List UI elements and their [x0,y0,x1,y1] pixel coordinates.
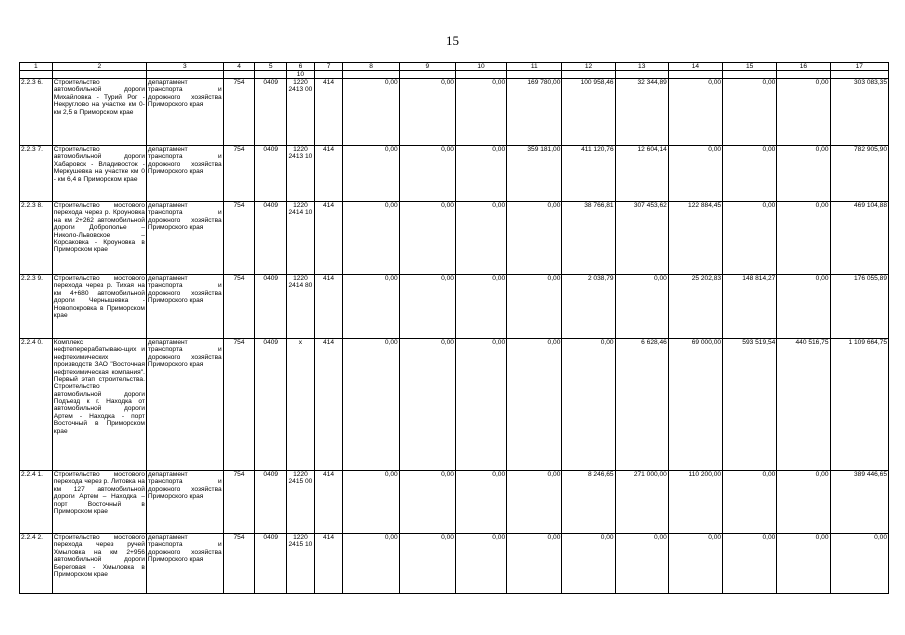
column-header: 5 [255,63,287,71]
object-name: Строительство автомобильной дороги Хабаровск - Владивосток - Меркушевка на участке км 0 - км 6,4 в Приморском крае [52,146,146,202]
value-col15: 0,00 [723,146,777,202]
code-col6: 1220 2414 80 [287,275,315,339]
column-header: 16 [777,63,830,71]
column-header: 8 [343,63,399,71]
column-header: 7 [314,63,343,71]
value-col14: 25 202,83 [668,275,722,339]
value-col9: 0,00 [399,202,455,275]
value-col16: 0,00 [777,534,830,594]
value-col16: 0,00 [777,146,830,202]
value-col17: 0,00 [830,534,888,594]
value-col12: 100 958,46 [562,79,615,146]
code-col6: 1220 2413 10 [287,146,315,202]
code-col4: 754 [223,146,255,202]
value-col11: 359 181,00 [507,146,562,202]
value-col12: 2 038,79 [562,275,615,339]
object-name: Комплекс нефтеперерабатываю-щих и нефтехимических производств ЗАО "Восточная нефтехимическая компания". Первый этап строительства. Строительство автомобильной дороги Подъезд к г. Находка от автомобильной дороги Артем - Находка - порт Восточный в Приморском крае [52,339,146,471]
value-col15: 0,00 [723,471,777,534]
table-body [20,79,889,594]
code-col7: 414 [314,339,343,471]
object-name: Строительство мостового перехода через ручей Хмыловка на км 2+956 автомобильной дороги Береговая - Хмыловка в Приморском крае [52,534,146,594]
value-col11: 0,00 [507,471,562,534]
value-col11: 0,00 [507,339,562,471]
value-col13: 0,00 [615,275,668,339]
value-col13: 6 628,46 [615,339,668,471]
code-col4: 754 [223,202,255,275]
value-col15: 0,00 [723,534,777,594]
table-row [20,339,889,471]
value-col12: 8 246,65 [562,471,615,534]
value-col13: 0,00 [615,534,668,594]
value-col14: 0,00 [668,146,722,202]
value-col12: 0,00 [562,534,615,594]
value-col14: 69 000,00 [668,339,722,471]
value-col13: 32 344,89 [615,79,668,146]
code-col4: 754 [223,471,255,534]
value-col10: 0,00 [455,275,506,339]
value-col11: 0,00 [507,202,562,275]
value-col9: 0,00 [399,534,455,594]
code-col4: 754 [223,275,255,339]
code-col6: 1220 2415 10 [287,534,315,594]
table-row [20,471,889,534]
value-col16: 0,00 [777,471,830,534]
value-col10: 0,00 [455,339,506,471]
code-col7: 414 [314,471,343,534]
value-col8: 0,00 [343,339,399,471]
code-col7: 414 [314,202,343,275]
code-col4: 754 [223,339,255,471]
value-col8: 0,00 [343,202,399,275]
department: департамент транспорта и дорожного хозяйства Приморского края [146,534,223,594]
value-col12: 38 766,81 [562,202,615,275]
value-col17: 176 055,89 [830,275,888,339]
code-col5: 0409 [255,146,287,202]
row-number: 2.2.4 2. [20,534,53,594]
department: департамент транспорта и дорожного хозяйства Приморского края [146,79,223,146]
department: департамент транспорта и дорожного хозяйства Приморского края [146,275,223,339]
row-number: 2.2.3 7. [20,146,53,202]
value-col15: 148 814,27 [723,275,777,339]
code-col5: 0409 [255,534,287,594]
column-header: 10 [455,63,506,71]
column-header: 13 [615,63,668,71]
value-col10: 0,00 [455,146,506,202]
value-col11: 169 780,00 [507,79,562,146]
value-col14: 110 200,00 [668,471,722,534]
value-col11: 0,00 [507,275,562,339]
table-row [20,146,889,202]
department: департамент транспорта и дорожного хозяйства Приморского края [146,146,223,202]
column-header: 9 [399,63,455,71]
column-header: 11 [507,63,562,71]
value-col14: 0,00 [668,534,722,594]
value-col16: 440 516,75 [777,339,830,471]
row-number: 2.2.3 8. [20,202,53,275]
column-header: 12 [562,63,615,71]
value-col10: 0,00 [455,79,506,146]
value-col17: 389 446,65 [830,471,888,534]
code-col7: 414 [314,275,343,339]
value-col9: 0,00 [399,339,455,471]
value-col11: 0,00 [507,534,562,594]
row-number: 2.2.4 0. [20,339,53,471]
sub-header-col6: 10 [287,71,315,79]
value-col15: 593 519,54 [723,339,777,471]
value-col8: 0,00 [343,471,399,534]
code-col5: 0409 [255,339,287,471]
sub-header-row [20,71,889,79]
code-col4: 754 [223,534,255,594]
value-col12: 0,00 [562,339,615,471]
value-col13: 307 453,62 [615,202,668,275]
column-header: 17 [830,63,888,71]
department: департамент транспорта и дорожного хозяйства Приморского края [146,202,223,275]
header-row [20,63,889,71]
value-col10: 0,00 [455,471,506,534]
page-number: 15 [446,33,459,48]
column-header: 6 [287,63,315,71]
value-col8: 0,00 [343,79,399,146]
object-name: Строительство автомобильной дороги Михайловка - Турий Рог - Некруглово на участке км 0- км 2,5 в Приморском крае [52,79,146,146]
code-col5: 0409 [255,202,287,275]
row-number: 2.2.3 6. [20,79,53,146]
object-name: Строительство мостового перехода через р. Литовка на км 127 автомобильной дороги Артем – Находка – порт Восточный в Приморском крае [52,471,146,534]
column-header: 3 [146,63,223,71]
value-col8: 0,00 [343,275,399,339]
object-name: Строительство мостового перехода через р. Кроуновка на км 2+262 автомобильной дороги Доброполье – Николо-Львовское – Корсаковка - Кроуновка в Приморском крае [52,202,146,275]
code-col7: 414 [314,534,343,594]
value-col15: 0,00 [723,202,777,275]
value-col17: 782 905,90 [830,146,888,202]
value-col9: 0,00 [399,275,455,339]
code-col6: x [287,339,315,471]
value-col17: 303 083,35 [830,79,888,146]
table-row [20,534,889,594]
code-col6: 1220 2413 00 [287,79,315,146]
table-row [20,275,889,339]
table-row [20,202,889,275]
value-col16: 0,00 [777,275,830,339]
value-col15: 0,00 [723,79,777,146]
value-col13: 271 000,00 [615,471,668,534]
value-col9: 0,00 [399,471,455,534]
department: департамент транспорта и дорожного хозяйства Приморского края [146,471,223,534]
value-col9: 0,00 [399,146,455,202]
row-number: 2.2.3 9. [20,275,53,339]
value-col17: 1 109 664,75 [830,339,888,471]
object-name: Строительство мостового перехода через р. Тихая на км 4+680 автомобильной дороги Чернышевка - Новопокровка в Приморском крае [52,275,146,339]
value-col12: 411 120,76 [562,146,615,202]
value-col8: 0,00 [343,146,399,202]
column-header: 15 [723,63,777,71]
code-col5: 0409 [255,275,287,339]
value-col17: 469 104,88 [830,202,888,275]
column-header: 14 [668,63,722,71]
code-col7: 414 [314,79,343,146]
table-row [20,79,889,146]
value-col10: 0,00 [455,202,506,275]
value-col14: 0,00 [668,79,722,146]
budget-table [19,62,889,594]
value-col13: 12 604,14 [615,146,668,202]
value-col9: 0,00 [399,79,455,146]
column-header: 1 [20,63,53,71]
value-col16: 0,00 [777,79,830,146]
value-col8: 0,00 [343,534,399,594]
code-col4: 754 [223,79,255,146]
value-col14: 122 884,45 [668,202,722,275]
column-header: 2 [52,63,146,71]
column-header: 4 [223,63,255,71]
value-col16: 0,00 [777,202,830,275]
code-col7: 414 [314,146,343,202]
code-col6: 1220 2414 10 [287,202,315,275]
code-col5: 0409 [255,79,287,146]
row-number: 2.2.4 1. [20,471,53,534]
value-col10: 0,00 [455,534,506,594]
code-col6: 1220 2415 00 [287,471,315,534]
department: департамент транспорта и дорожного хозяйства Приморского края [146,339,223,471]
code-col5: 0409 [255,471,287,534]
